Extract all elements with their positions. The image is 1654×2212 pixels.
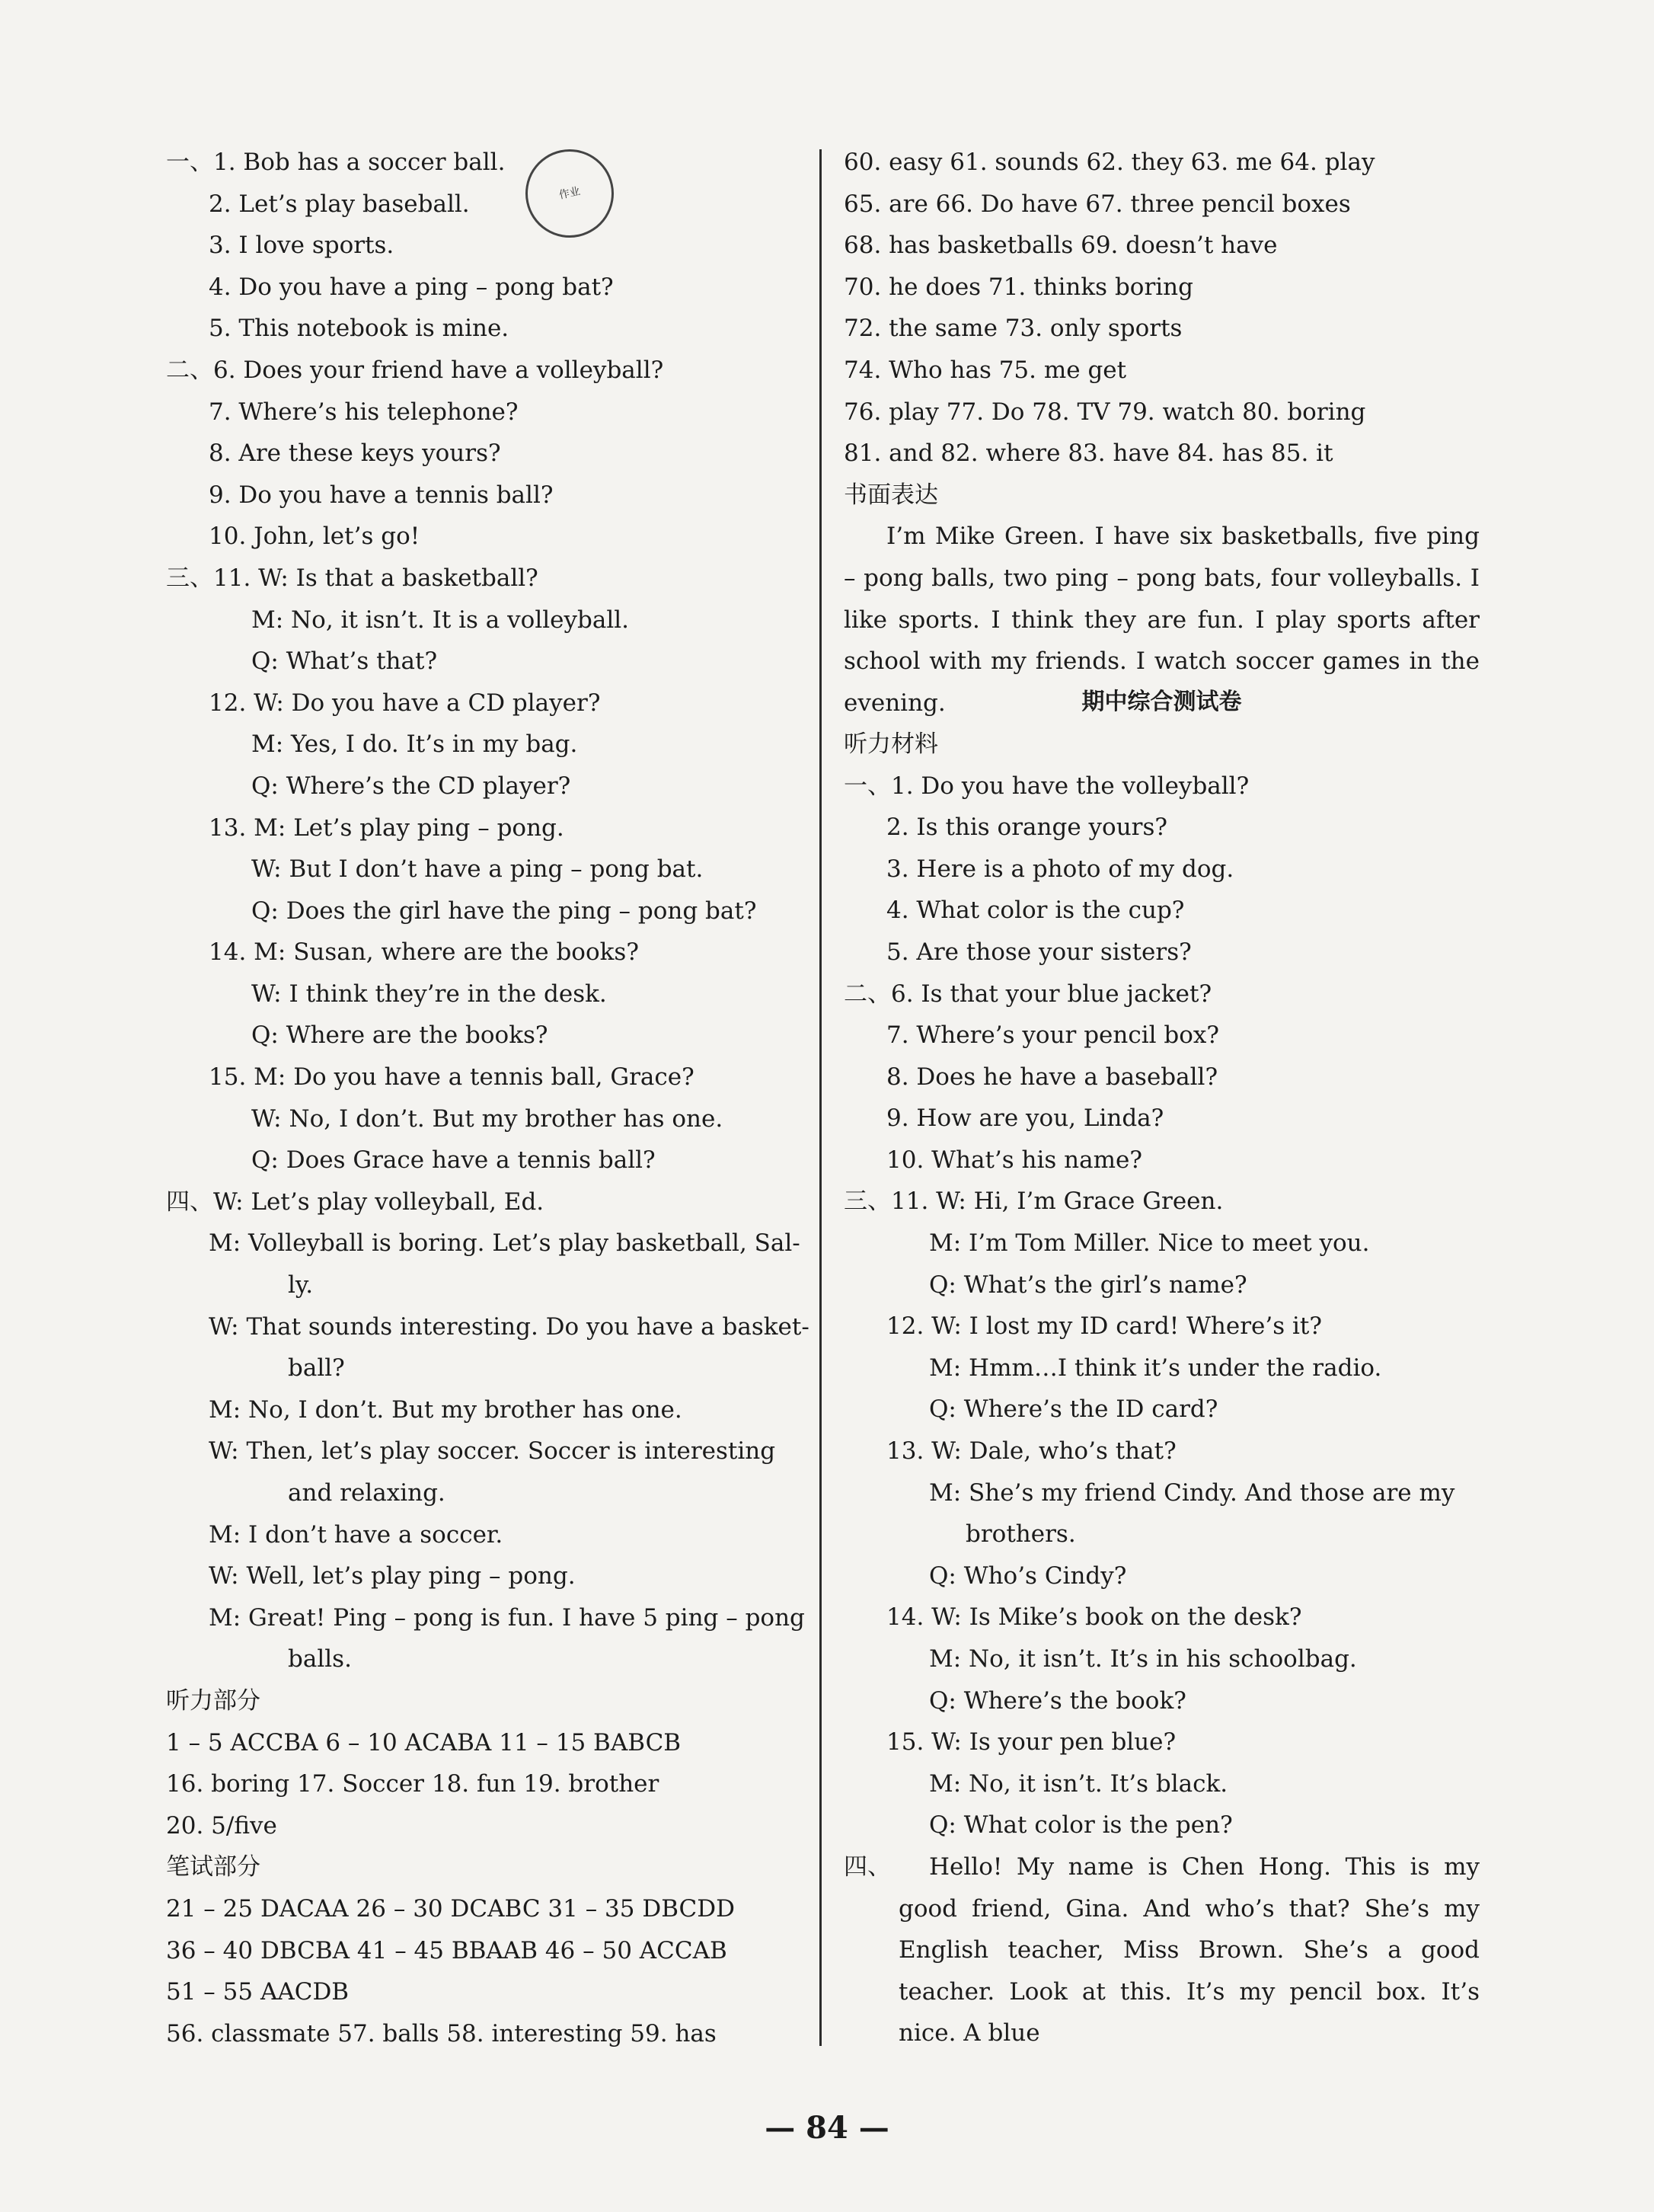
text-line: 2. Is this orange yours? [886,814,1168,842]
text-line: ly. [288,1271,314,1299]
text-line: 9. Do you have a tennis ball? [209,481,554,509]
text-line: 70. he does 71. thinks boring [844,273,1193,301]
text-line: 四、W: Let’s play volleyball, Ed. [166,1188,544,1216]
section-4-label: 四、 [844,1852,891,1881]
answers-60-85 [844,142,1480,475]
section-4 [844,1846,1480,2054]
text-line: M: I don’t have a soccer. [209,1520,503,1549]
writing-heading: 书面表达 [844,481,938,509]
text-line: 听力部分 [166,1686,260,1715]
text-line: M: Great! Ping – pong is fun. I have 5 ping – pong [209,1603,805,1632]
text-line: 72. the same 73. only sports [844,315,1183,343]
text-line: 三、11. W: Is that a basketball? [166,564,538,592]
text-line: 二、6. Does your friend have a volleyball? [166,356,664,384]
text-line: Q: Where’s the CD player? [251,772,571,800]
text-line: 10. John, let’s go! [209,523,420,551]
text-line: 65. are 66. Do have 67. three pencil boxes [844,190,1351,218]
text-line: 7. Where’s your pencil box? [886,1021,1220,1050]
text-line: M: Volleyball is boring. Let’s play basketball, Sal- [209,1229,800,1258]
text-line: Q: Does Grace have a tennis ball? [251,1146,656,1175]
text-line: 8. Are these keys yours? [209,440,501,468]
text-line: W: But I don’t have a ping – pong bat. [251,855,704,884]
text-line: 13. W: Dale, who’s that? [886,1437,1177,1466]
text-line: Q: Does the girl have the ping – pong bat? [251,897,757,925]
text-line: 15. W: Is your pen blue? [886,1728,1177,1756]
text-line: 12. W: Do you have a CD player? [209,689,601,717]
text-line: W: Then, let’s play soccer. Soccer is interesting [209,1437,776,1466]
text-line: 51 – 55 AACDB [166,1978,350,2006]
right-column [844,142,1480,2054]
text-line: brothers. [966,1520,1076,1549]
text-line: M: Hmm…I think it’s under the radio. [929,1354,1382,1382]
text-line: 21 – 25 DACAA 26 – 30 DCABC 31 – 35 DBCDD [166,1894,735,1923]
text-line: 一、1. Bob has a soccer ball. [166,149,506,176]
text-line: Q: What’s that? [251,647,438,676]
text-line: 3. Here is a photo of my dog. [886,855,1234,883]
text-line: 60. easy 61. sounds 62. they 63. me 64. play [844,149,1375,176]
text-line: 13. M: Let’s play ping – pong. [209,814,564,842]
text-line: Q: Where’s the ID card? [929,1395,1218,1424]
text-line: 36 – 40 DBCBA 41 – 45 BBAAB 46 – 50 ACCAB [166,1936,727,1964]
text-line: 81. and 82. where 83. have 84. has 85. it [844,440,1333,468]
text-line: M: Yes, I do. It’s in my bag. [251,730,578,759]
text-line: 二、6. Is that your blue jacket? [844,980,1212,1008]
text-line: 76. play 77. Do 78. TV 79. watch 80. boring [844,398,1366,426]
text-line: and relaxing. [288,1479,445,1507]
text-line: M: No, it isn’t. It’s black. [929,1769,1228,1798]
text-line: 4. Do you have a ping – pong bat? [209,273,614,301]
text-line: M: No, it isn’t. It is a volleyball. [251,606,630,634]
text-line: 68. has basketballs 69. doesn’t have [844,232,1278,260]
text-line: 8. Does he have a baseball? [886,1063,1218,1091]
listening-heading: 听力材料 [844,730,938,758]
text-line: 12. W: I lost my ID card! Where’s it? [886,1312,1323,1341]
text-line: W: No, I don’t. But my brother has one. [251,1104,723,1133]
text-line: 16. boring 17. Soccer 18. fun 19. brother [166,1770,659,1798]
text-line: W: Well, let’s play ping – pong. [209,1562,576,1590]
text-line: 20. 5/five [166,1811,277,1840]
left-column [166,142,809,2054]
text-line: M: No, it isn’t. It’s in his schoolbag. [929,1645,1357,1673]
text-line: 10. What’s his name? [886,1146,1142,1174]
text-line: Q: What’s the girl’s name? [929,1271,1247,1299]
text-line: 1 – 5 ACCBA 6 – 10 ACABA 11 – 15 BABCB [166,1728,682,1756]
text-line: Q: Who’s Cindy? [929,1562,1127,1590]
text-line: 9. How are you, Linda? [886,1104,1164,1133]
text-line: 15. M: Do you have a tennis ball, Grace? [209,1063,694,1092]
midterm-title: 期中综合测试卷 [1081,689,1242,716]
text-line: 2. Let’s play baseball. [209,190,470,218]
stamp-text: 作业 [557,185,582,202]
text-line: 14. M: Susan, where are the books? [209,938,639,967]
text-line: 74. Who has 75. me get [844,356,1127,384]
text-line: M: She’s my friend Cindy. And those are my [929,1478,1455,1507]
text-line: 3. I love sports. [209,232,394,260]
text-line: Q: What color is the pen? [929,1811,1233,1840]
text-line: 4. What color is the cup? [886,897,1185,925]
writing-text: I’m Mike Green. I have six basketballs, five ping – pong balls, two ping – pong bats, four volleyballs. I like sports. I think they are fun. I play sports after school with my friends. I watch soccer games in the evening. [844,523,1480,717]
text-line: ball? [288,1354,345,1382]
text-line: Q: Where are the books? [251,1021,548,1050]
text-line: 56. classmate 57. balls 58. interesting 59. has [166,2019,717,2047]
text-line: 5. Are those your sisters? [886,938,1192,966]
text-line: 14. W: Is Mike’s book on the desk? [886,1603,1302,1632]
text-line: Q: Where’s the book? [929,1686,1186,1715]
text-line: W: That sounds interesting. Do you have a basket- [209,1312,809,1341]
text-line: 一、1. Do you have the volleyball? [844,772,1250,800]
text-line: M: No, I don’t. But my brother has one. [209,1395,682,1424]
text-line: 5. This notebook is mine. [209,315,509,343]
text-line: W: I think they’re in the desk. [251,980,607,1008]
page-number: — 84 — [765,2110,889,2146]
section-4-text: Hello! My name is Chen Hong. This is my good friend, Gina. And who’s that? She’s my English teacher, Miss Brown. She’s a good teacher. Look at this. It’s my pencil box. It’s nice. A blue [899,1852,1480,2047]
column-divider [819,149,822,2046]
text-line: 笔试部分 [166,1853,260,1881]
listening-lines [844,766,1480,1846]
text-line: 三、11. W: Hi, I’m Grace Green. [844,1188,1224,1216]
text-line: balls. [288,1645,352,1673]
text-line: 7. Where’s his telephone? [209,398,519,426]
text-line: M: I’m Tom Miller. Nice to meet you. [929,1229,1370,1258]
